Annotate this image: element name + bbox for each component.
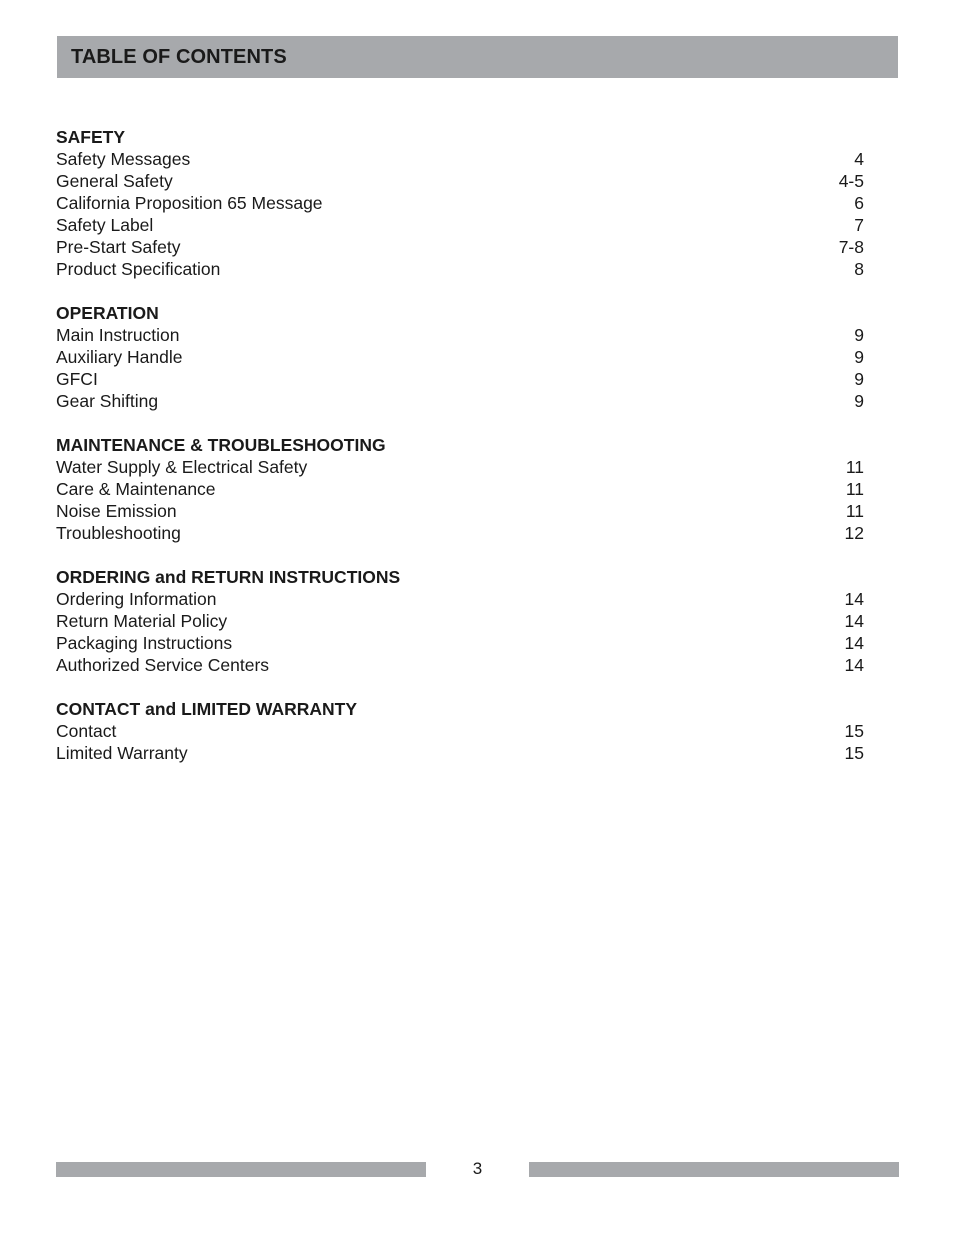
toc-entry-page: 14 — [844, 611, 864, 631]
toc-entry-page: 15 — [844, 743, 864, 763]
toc-entry[interactable] — [56, 346, 864, 368]
toc-entry-label: Troubleshooting — [56, 523, 181, 543]
toc-entry-page: 6 — [854, 193, 864, 213]
toc-entry[interactable] — [56, 368, 864, 390]
toc-entry-label: Care & Maintenance — [56, 479, 216, 499]
toc-entry-label: Ordering Information — [56, 589, 217, 609]
toc-entry-label: Auxiliary Handle — [56, 347, 183, 367]
toc-entry-page: 4-5 — [838, 171, 864, 191]
toc-entry-page: 9 — [854, 391, 864, 411]
toc-entry-label: GFCI — [56, 369, 98, 389]
toc-entry-page: 11 — [845, 501, 864, 521]
toc-entry[interactable] — [56, 500, 864, 522]
section-heading: ORDERING and RETURN INSTRUCTIONS — [56, 567, 401, 587]
section-heading: OPERATION — [56, 303, 159, 323]
toc-entry[interactable] — [56, 214, 864, 236]
toc-entry[interactable] — [56, 610, 864, 632]
page-number: 3 — [472, 1159, 483, 1178]
toc-entry-page: 7-8 — [838, 237, 864, 257]
toc-section — [56, 566, 864, 676]
toc-entry-label: Gear Shifting — [56, 391, 159, 411]
toc-entry-label: Safety Label — [56, 215, 154, 235]
toc-entry-page: 15 — [844, 721, 864, 741]
toc-entry-page: 11 — [845, 479, 864, 499]
toc-entry-label: Packaging Instructions — [56, 633, 233, 653]
toc-entry-page: 9 — [854, 369, 864, 389]
toc-entry[interactable] — [56, 654, 864, 676]
toc-entry-page: 14 — [844, 633, 864, 653]
toc-entry[interactable] — [56, 258, 864, 280]
footer-bar-right — [529, 1162, 899, 1177]
section-heading: MAINTENANCE & TROUBLESHOOTING — [56, 435, 386, 455]
toc-entry-page: 14 — [844, 589, 864, 609]
toc-entry-label: California Proposition 65 Message — [56, 193, 323, 213]
toc-entry-page: 9 — [854, 325, 864, 345]
toc-entry[interactable] — [56, 390, 864, 412]
toc-entry-label: Pre-Start Safety — [56, 237, 181, 257]
toc-entry[interactable] — [56, 456, 864, 478]
toc-entry[interactable] — [56, 236, 864, 258]
toc-entry[interactable] — [56, 324, 864, 346]
toc-entry-label: Safety Messages — [56, 149, 191, 169]
toc-section — [56, 434, 864, 544]
toc-section — [56, 126, 864, 280]
toc-entry-label: General Safety — [56, 171, 173, 191]
header-bar — [57, 36, 898, 78]
toc-entry-label: Water Supply & Electrical Safety — [56, 457, 308, 477]
toc-entry-page: 4 — [854, 149, 864, 169]
toc-entry-page: 14 — [844, 655, 864, 675]
toc-entry-label: Authorized Service Centers — [56, 655, 270, 675]
section-heading: SAFETY — [56, 127, 126, 147]
toc-entry[interactable] — [56, 588, 864, 610]
toc-entry-label: Noise Emission — [56, 501, 177, 521]
page-title: TABLE OF CONTENTS — [71, 45, 287, 68]
section-heading: CONTACT and LIMITED WARRANTY — [56, 699, 358, 719]
toc-entry[interactable] — [56, 478, 864, 500]
table-of-contents — [56, 126, 864, 786]
toc-section — [56, 302, 864, 412]
toc-entry[interactable] — [56, 170, 864, 192]
toc-section — [56, 698, 864, 764]
toc-entry[interactable] — [56, 522, 864, 544]
toc-entry[interactable] — [56, 720, 864, 742]
toc-entry-page: 8 — [854, 259, 864, 279]
toc-entry-label: Product Specification — [56, 259, 221, 279]
toc-entry[interactable] — [56, 148, 864, 170]
toc-entry[interactable] — [56, 742, 864, 764]
toc-entry-page: 11 — [845, 457, 864, 477]
footer-bar-left — [56, 1162, 426, 1177]
toc-entry[interactable] — [56, 192, 864, 214]
toc-entry-page: 9 — [854, 347, 864, 367]
toc-entry[interactable] — [56, 632, 864, 654]
toc-entry-label: Main Instruction — [56, 325, 180, 345]
toc-entry-label: Contact — [56, 721, 117, 741]
toc-entry-label: Limited Warranty — [56, 743, 188, 763]
toc-entry-label: Return Material Policy — [56, 611, 228, 631]
toc-entry-page: 12 — [844, 523, 864, 543]
toc-entry-page: 7 — [854, 215, 864, 235]
